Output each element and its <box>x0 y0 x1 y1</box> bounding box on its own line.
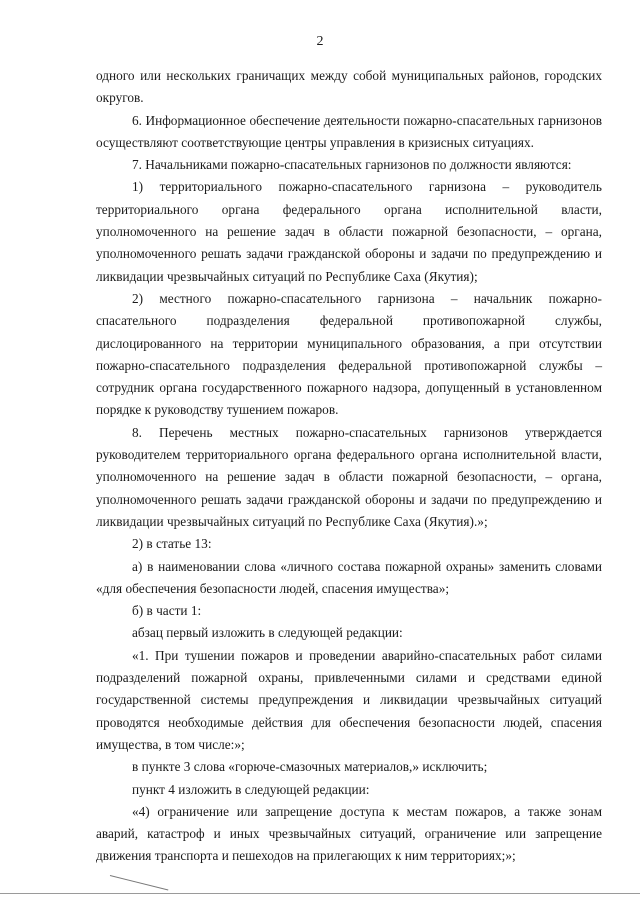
paragraph: 2) местного пожарно-спасательного гарнизона – начальник пожарно-спасательного подразделения федеральной противопожарной службы, дислоцированного на территории муниципального образования, а при отсутствии пожарно-спасательного подразделения федеральной противопожарной службы – сотрудник органа государственного пожарного надзора, допущенный в установленном порядке к руководству тушением пожаров. <box>96 290 602 418</box>
paragraph: в пункте 3 слова «горюче-смазочных материалов,» исключить; <box>132 759 488 775</box>
paragraph: одного или нескольких граничащих между собой муниципальных районов, городских округов. <box>96 68 602 106</box>
paragraph: абзац первый изложить в следующей редакции: <box>132 625 403 641</box>
paragraph: 2) в статье 13: <box>132 536 212 552</box>
paragraph: «1. При тушении пожаров и проведении аварийно-спасательных работ силами подразделений пожарной охраны, привлеченными силами и средствами единой государственной системы предупреждения и ликвидации чрезвычайных ситуаций проводятся необходимые действия для обеспечения безопасности людей, спасения имущества, в том числе:»; <box>96 647 602 752</box>
paragraph: 6. Информационное обеспечение деятельности пожарно-спасательных гарнизонов осуществляют соответствующие центры управления в кризисных ситуациях. <box>96 112 602 150</box>
paragraph: «4) ограничение или запрещение доступа к местам пожаров, а также зонам аварий, катастроф и иных чрезвычайных ситуаций, ограничение или запрещение движения транспорта и пешеходов на прилегающих к ним территориях;»; <box>96 803 602 864</box>
paragraph: пункт 4 изложить в следующей редакции: <box>132 781 370 797</box>
document-body <box>96 65 602 868</box>
page-bottom-edge <box>0 893 640 894</box>
paragraph: 7. Начальниками пожарно-спасательных гарнизонов по должности являются: <box>132 157 572 173</box>
paragraph: б) в части 1: <box>132 603 202 619</box>
page-number: 2 <box>316 34 324 49</box>
paragraph: 8. Перечень местных пожарно-спасательных гарнизонов утверждается руководителем территориального органа федерального органа исполнительной власти, уполномоченного на решение задач в области пожарной безопасности, – органа, уполномоченного решать задачи гражданской обороны и задачи по предупреждению и ликвидации чрезвычайных ситуаций по Республике Саха (Якутия).»; <box>96 424 602 529</box>
paragraph: а) в наименовании слова «личного состава пожарной охраны» заменить словами «для обеспечения безопасности людей, спасения имущества»; <box>96 558 602 596</box>
paragraph: 1) территориального пожарно-спасательного гарнизона – руководитель территориального органа федерального органа исполнительной власти, уполномоченного на решение задач в области пожарной безопасности, – органа, уполномоченного решать задачи гражданской обороны и задачи по предупреждению и ликвидации чрезвычайных ситуаций по Республике Саха (Якутия); <box>96 179 602 284</box>
scan-artifact-line <box>110 875 168 890</box>
